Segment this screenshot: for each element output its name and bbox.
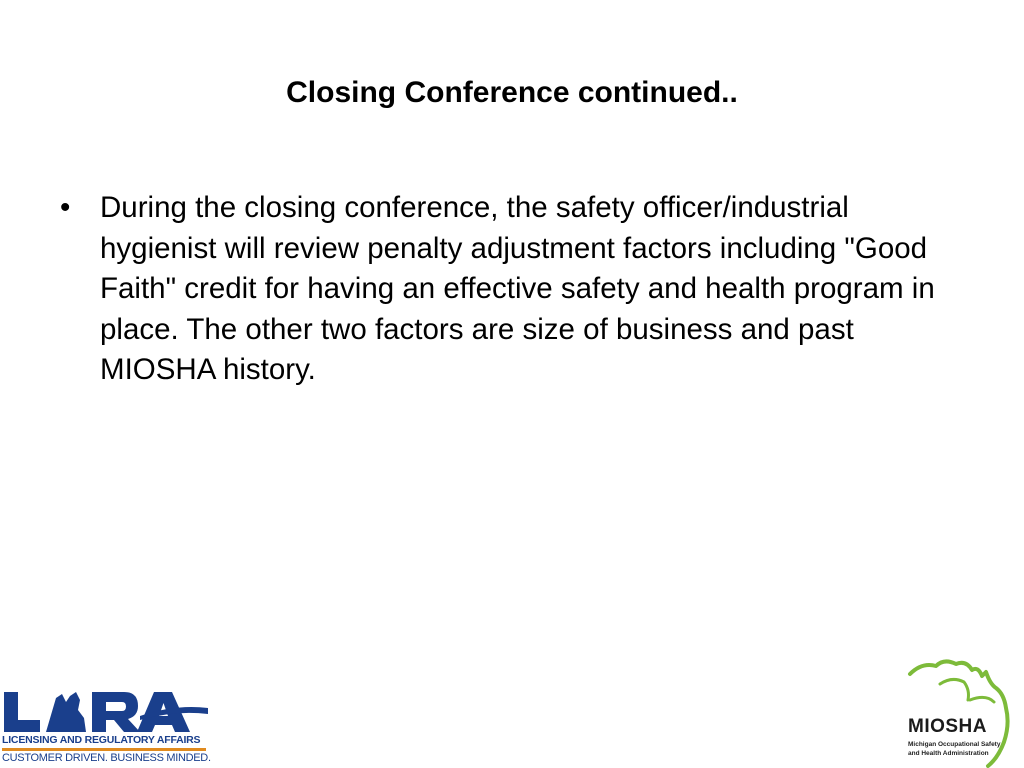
- bullet-item: [60, 188, 960, 391]
- bullet-list: [60, 188, 960, 391]
- miosha-subtitle-line2: and Health Administration: [908, 750, 989, 757]
- miosha-subtitle-line1: Michigan Occupational Safety: [908, 741, 1001, 748]
- lara-tagline-agency: LICENSING AND REGULATORY AFFAIRS: [2, 734, 201, 746]
- lara-wordmark-icon: [0, 688, 212, 734]
- miosha-logo: [900, 654, 1024, 768]
- miosha-wordmark: MIOSHA: [908, 716, 987, 737]
- lara-tagline-motto: CUSTOMER DRIVEN. BUSINESS MINDED.: [2, 752, 211, 764]
- lara-logo: [0, 688, 212, 768]
- slide-title: Closing Conference continued..: [286, 76, 738, 109]
- bullet-text: During the closing conference, the safety officer/industrial hygienist will review penalty adjustment factors including "Good Faith" credit for having an effective safety and health program in place. The other two factors are size of business and past MIOSHA history.: [100, 191, 935, 386]
- bullet-marker: •: [60, 191, 71, 224]
- lara-divider: [2, 748, 206, 751]
